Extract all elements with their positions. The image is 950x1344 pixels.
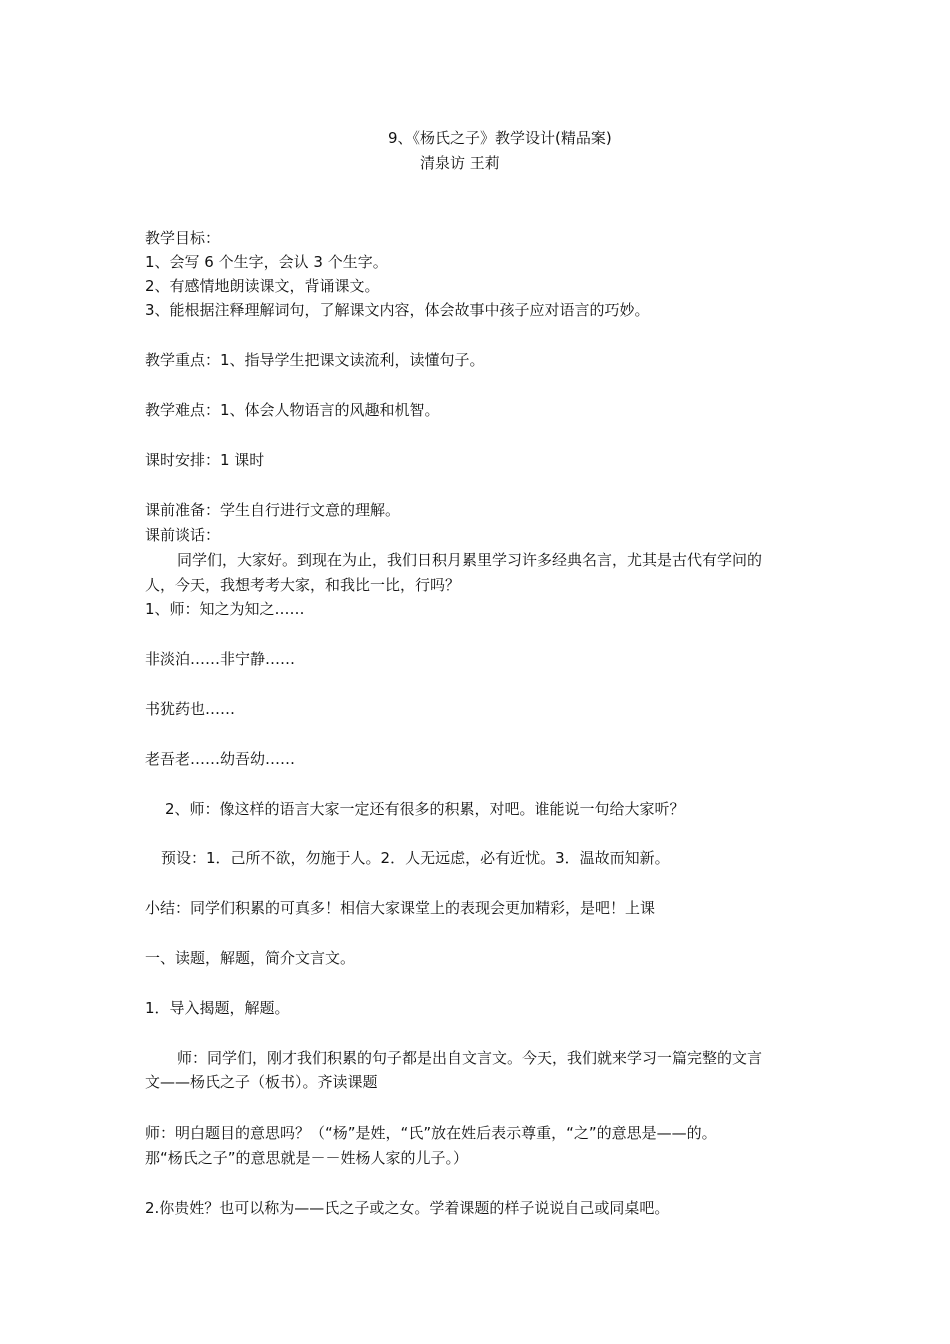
step-two: 2.你贵姓？也可以称为——氏之子或之女。学着课题的样子说说自己或同桌吧。 xyxy=(145,1199,670,1217)
difficulty: 教学难点：1、体会人物语言的风趣和机智。 xyxy=(145,401,440,419)
section-heading: 一、读题，解题，简介文言文。 xyxy=(145,949,356,967)
quote-prompt: 非淡泊……非宁静…… xyxy=(145,650,296,668)
document-title: 9、《杨氏之子》教学设计(精品案) xyxy=(388,129,612,147)
schedule: 课时安排：1 课时 xyxy=(145,451,265,469)
objectives-heading: 教学目标： xyxy=(145,229,221,247)
summary: 小结：同学们积累的可真多！相信大家课堂上的表现会更加精彩，是吧！上课 xyxy=(145,899,656,917)
preset-answers: 预设：1．己所不欲，勿施于人。2．人无远虑，必有近忧。3．温故而知新。 xyxy=(161,849,670,867)
quote-prompt: 1、师：知之为知之…… xyxy=(145,600,305,618)
teacher-line: 师：同学们，刚才我们积累的句子都是出自文言文。今天，我们就来学习一篇完整的文言 xyxy=(177,1049,763,1067)
key-point: 教学重点：1、指导学生把课文读流利，读懂句子。 xyxy=(145,351,485,369)
talk-heading: 课前谈话： xyxy=(145,526,221,544)
question-two: 2、师：像这样的语言大家一定还有很多的积累，对吧。谁能说一句给大家听？ xyxy=(165,800,685,818)
teacher-line: 文——杨氏之子（板书）。齐读课题 xyxy=(145,1073,378,1091)
author-line: 清泉访 王莉 xyxy=(420,154,500,172)
quote-prompt: 老吾老……幼吾幼…… xyxy=(145,750,296,768)
talk-paragraph-line: 人，今天，我想考考大家，和我比一比，行吗？ xyxy=(145,576,461,594)
talk-paragraph-line: 同学们，大家好。到现在为止，我们日积月累里学习许多经典名言，尤其是古代有学问的 xyxy=(177,551,763,569)
teacher-line: 那“杨氏之子”的意思就是－－姓杨人家的儿子。） xyxy=(145,1149,469,1167)
objective-item: 2、有感情地朗读课文，背诵课文。 xyxy=(145,277,380,295)
objective-item: 3、能根据注释理解词句，了解课文内容，体会故事中孩子应对语言的巧妙。 xyxy=(145,301,650,319)
objective-item: 1、会写 6 个生字，会认 3 个生字。 xyxy=(145,253,388,271)
step-one: 1．导入揭题，解题。 xyxy=(145,999,290,1017)
preparation: 课前准备：学生自行进行文意的理解。 xyxy=(145,501,401,519)
teacher-line: 师：明白题目的意思吗？（“杨”是姓，“氏”放在姓后表示尊重，“之”的意思是——的。 xyxy=(145,1124,717,1142)
quote-prompt: 书犹药也…… xyxy=(145,700,236,718)
